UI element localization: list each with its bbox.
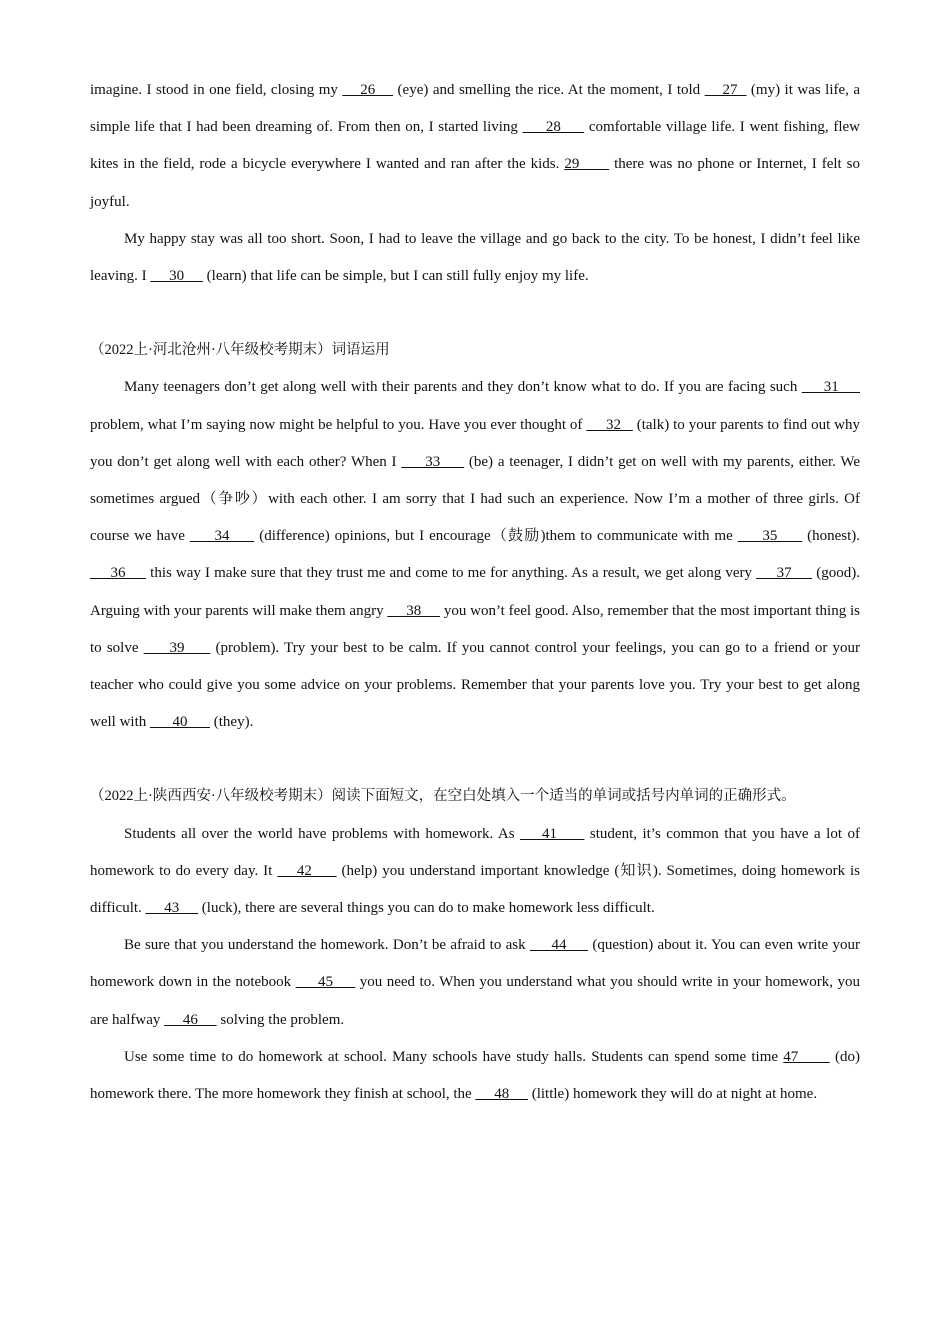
text: student, it’s common that you have a lot of homework to do every day. It bbox=[90, 825, 860, 879]
section-header-shaanxi: （2022上·陕西西安·八年级校考期末）阅读下面短文，在空白处填入一个适当的单词或括号内单词的正确形式。 bbox=[90, 788, 796, 805]
blank-37: 37 bbox=[756, 565, 813, 582]
paragraph-1 bbox=[90, 72, 860, 221]
blank-42: 42 bbox=[277, 862, 337, 879]
paragraph-5 bbox=[90, 927, 860, 1039]
blank-27: 27 bbox=[704, 82, 747, 98]
text: (be) a teenager, I didn’t get on well with my parents, either. We sometimes argued（争吵）with each other. I am sorry that I had such an experience. Now I’m a mother of three girls. Of course we have bbox=[90, 453, 861, 545]
text: (they). bbox=[210, 714, 254, 731]
blank-33: 33 bbox=[401, 453, 465, 470]
text: (little) homework they will do at night at home. bbox=[527, 1086, 818, 1103]
text: (eye) and smelling the rice. At the moment, I told bbox=[393, 82, 705, 98]
blank-34: 34 bbox=[189, 528, 255, 545]
text: (difference) opinions, but I encourage（鼓励)them to communicate with me bbox=[254, 528, 738, 545]
section-header-hebei: （2022上·河北沧州·八年级校考期末）词语运用 bbox=[90, 342, 390, 359]
text: you need to. When you understand what you should write in your homework, you are halfway bbox=[90, 974, 860, 1028]
text: this way I make sure that they trust me and come to me for anything. As a result, we get along very bbox=[146, 565, 757, 582]
text: Use some time to do homework at school. Many schools have study halls. Students can spend some time bbox=[124, 1048, 784, 1065]
text: My happy stay was all too short. Soon, I had to leave the village and go back to the city. To be honest, I didn’t feel like leaving. I bbox=[90, 230, 860, 285]
text: (talk) to your parents to find out why you don’t get along well with each other? When I bbox=[90, 416, 861, 470]
blank-32: 32 bbox=[586, 416, 633, 433]
text: (help) you understand important knowledge (知识). Sometimes, doing homework is difficult. bbox=[90, 862, 861, 917]
text: (good). Arguing with your parents will make them angry bbox=[90, 565, 861, 619]
blank-28: 28 bbox=[522, 119, 585, 136]
text: (problem). Try your best to be calm. If you cannot control your feelings, you can go to a friend or your teacher who could give you some advice on your problems. Remember that your parents love you. Try your best to get along well with bbox=[90, 639, 860, 731]
text: there was no phone or Internet, I felt so joyful. bbox=[90, 156, 861, 210]
blank-31: 31 bbox=[801, 379, 860, 396]
blank-46: 46 bbox=[164, 1011, 217, 1028]
blank-44: 44 bbox=[529, 937, 589, 954]
paragraph-3 bbox=[90, 369, 860, 741]
text: Be sure that you understand the homework. Don’t be afraid to ask bbox=[124, 937, 530, 954]
paragraph-4 bbox=[90, 816, 860, 928]
text: (question) about it. You can even write your homework down in the notebook bbox=[90, 937, 861, 991]
blank-40: 40 bbox=[150, 714, 210, 731]
text: (learn) that life can be simple, but I can still fully enjoy my life. bbox=[202, 268, 589, 285]
text: (honest). bbox=[802, 528, 861, 545]
blank-48: 48 bbox=[475, 1086, 528, 1103]
text: problem, what I’m saying now might be helpful to you. Have you ever thought of bbox=[90, 416, 587, 433]
blank-30: 30 bbox=[150, 268, 203, 285]
blank-26: 26 bbox=[342, 82, 394, 98]
paragraph-6 bbox=[90, 1039, 860, 1113]
blank-35: 35 bbox=[737, 528, 803, 545]
blank-29: 29 bbox=[564, 156, 610, 173]
text: (do) homework there. The more homework they finish at school, the bbox=[90, 1048, 860, 1103]
text: (my) it was life, a simple life that I had been dreaming of. From then on, I started living bbox=[90, 82, 861, 136]
text: Many teenagers don’t get along well with their parents and they don’t know what to do. If you are facing such bbox=[124, 379, 802, 396]
text: you won’t feel good. Also, remember that the most important thing is to solve bbox=[90, 602, 860, 656]
blank-39: 39 bbox=[143, 639, 211, 656]
blank-45: 45 bbox=[295, 974, 356, 991]
blank-38: 38 bbox=[387, 602, 441, 619]
text: imagine. I stood in one field, closing my bbox=[90, 82, 343, 98]
text: Students all over the world have problems with homework. As bbox=[124, 825, 521, 842]
blank-41: 41 bbox=[520, 825, 585, 842]
blank-47: 47 bbox=[783, 1048, 830, 1065]
text: comfortable village life. I went fishing, flew kites in the field, rode a bicycle everywhere I wanted and ran after the kids. bbox=[90, 119, 860, 173]
blank-36: 36 bbox=[90, 565, 147, 582]
text: solving the problem. bbox=[216, 1011, 345, 1028]
paragraph-2 bbox=[90, 221, 860, 295]
blank-43: 43 bbox=[145, 900, 199, 917]
text: (luck), there are several things you can do to make homework less difficult. bbox=[198, 900, 655, 917]
document-page bbox=[90, 72, 860, 1113]
